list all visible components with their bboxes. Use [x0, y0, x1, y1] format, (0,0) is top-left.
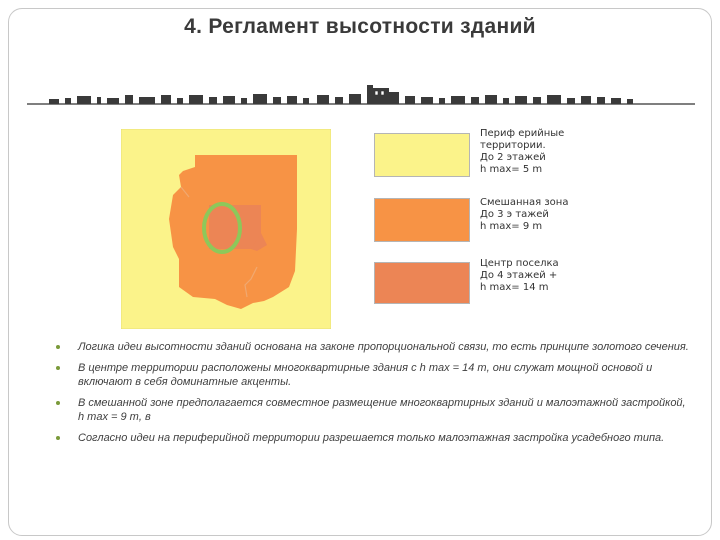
legend-label-mixed: Смешанная зона До 3 э тажей h max= 9 m: [480, 197, 569, 232]
skyline-silhouette: [27, 82, 695, 108]
legend-swatch-periphery: [374, 133, 470, 177]
bullet-text: Логика идеи высотности зданий основана на законе пропорциональной связи, то есть принципе золотого сечения.: [78, 341, 689, 353]
bullet-item: [54, 361, 694, 389]
bullet-item: [54, 431, 694, 445]
legend-label-periphery: Периф ерийные территории. До 2 этажей h max= 5 m: [480, 128, 565, 175]
zoning-map: [121, 129, 331, 329]
slide-title: 4. Регламент высотности зданий: [184, 15, 536, 38]
bullet-dot-icon: [56, 401, 60, 405]
bullet-text: Согласно идеи на периферийной территории разрешается только малоэтажная застройка усадебного типа.: [78, 432, 665, 444]
bullet-dot-icon: [56, 345, 60, 349]
legend-swatch-mixed: [374, 198, 470, 242]
bullet-dot-icon: [56, 366, 60, 370]
bullet-text: В центре территории расположены многоквартирные здания с h max = 14 m, они служат мощной основой и включают в себя доминатные акценты.: [78, 362, 653, 388]
bullet-item: [54, 396, 694, 424]
bullet-item: [54, 340, 694, 354]
bullet-list: [54, 340, 694, 452]
legend-label-center: Центр поселка До 4 этажей + h max= 14 m: [480, 258, 559, 293]
bullet-text: В смешанной зоне предполагается совместное размещение многоквартирных зданий и малоэтажной застройкой, h max = 9 m, в: [78, 397, 686, 423]
legend-swatch-center: [374, 262, 470, 304]
bullet-dot-icon: [56, 436, 60, 440]
